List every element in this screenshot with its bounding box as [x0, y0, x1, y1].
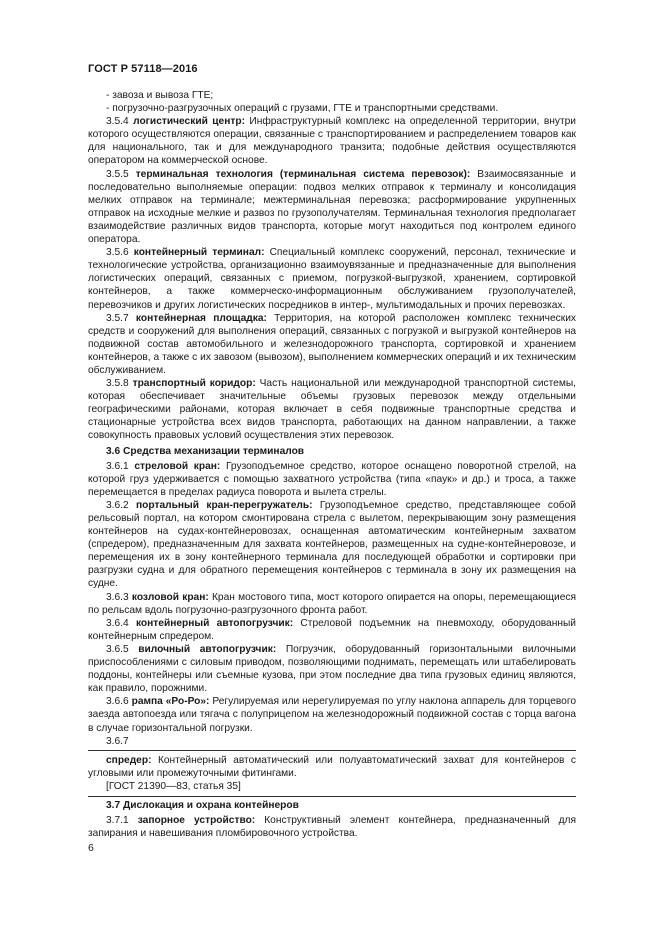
term-number: 3.5.7	[106, 312, 136, 324]
term-3-6-1	[88, 460, 576, 499]
term-title: контейнерная площадка:	[135, 312, 267, 324]
term-definition: Конструктивный элемент контейнера, предназначенный для запирания и навешивания пломбировочного устройства.	[88, 815, 576, 840]
term-3-6-6	[88, 695, 576, 734]
section-heading-3-6: 3.6 Средства механизации терминалов	[106, 445, 305, 457]
term-number: 3.6.4	[106, 617, 136, 629]
term-3-6-3	[88, 591, 576, 617]
term-3-6-5	[88, 643, 576, 695]
list-item: - завоза и вывоза ГТЕ;	[106, 90, 214, 101]
term-number: 3.5.5	[106, 168, 136, 180]
term-3-5-4	[88, 115, 576, 167]
term-definition: Грузоподъемное средство, которое оснащено поворотной стрелой, на которой груз удерживается с помощью захватного устройства (типа «паук» и др.) и троса, а также перемещается в пределах радиуса поворота и вылета стрелы.	[88, 460, 576, 498]
term-title: портальный кран-перегружатель:	[136, 499, 313, 511]
term-title: контейнерный автопогрузчик:	[135, 617, 294, 629]
term-title: вилочный автопогрузчик:	[138, 643, 277, 655]
cited-definition-box	[88, 750, 576, 797]
term-number: 3.5.6	[106, 247, 134, 259]
term-title: контейнерный терминал:	[133, 247, 265, 259]
term-definition: Специальный комплекс сооружений, персонал, технические и технологические устройства, организационно взаимоувязанные и предназначенные для выполнения логистических операций, связанных с приемом, погрузкой-выгрузкой, хранением, сортировкой контейнеров, а также коммерческо-информационным обслуживанием грузополучателей, перевозчиков и других логистических посредников в интер-, мультимодальных и прочих перевозках.	[88, 247, 576, 311]
term-definition: Погрузчик, оборудованный горизонтальными вилочными приспособлениями с силовым приводом, позволяющими поднимать, перемещать или штабелировать поддоны, контейнеры или съемные кузова, при этом последние два типа грузовых единиц являются, как правило, порожними.	[88, 643, 576, 695]
term-number: 3.6.2	[106, 499, 137, 511]
page-header: ГОСТ Р 57118—2016	[88, 63, 198, 75]
term-title: козловой кран:	[131, 591, 209, 603]
term-number: 3.5.4	[106, 116, 134, 128]
term-title: рампа «Ро-Ро»:	[131, 696, 210, 708]
term-number: 3.6.6	[106, 696, 132, 708]
term-3-7-1	[88, 814, 576, 840]
term-number: 3.7.1	[106, 815, 138, 827]
term-title: запорное устройство:	[137, 815, 256, 827]
term-number: 3.6.3	[106, 591, 132, 603]
page-number: 6	[88, 842, 94, 854]
term-3-5-7	[88, 312, 576, 377]
term-definition: Инфраструктурный комплекс на определенной территории, внутри которого осуществляются операции, связанные с транспортированием и распределением товаров как для национального, так и для международного транзита; подобные действия осуществляются оператором на коммерческой основе.	[88, 116, 576, 167]
source-reference: [ГОСТ 21390—83, статья 35]	[106, 780, 241, 792]
term-title: спредер:	[106, 754, 152, 766]
section-heading-3-7: 3.7 Дислокация и охрана контейнеров	[106, 799, 299, 811]
term-number: 3.6.5	[106, 643, 139, 655]
term-definition: Территория, на которой расположен комплекс технических средств и сооружений для выполнения операций, связанных с погрузкой и выгрузкой контейнеров на подвижной состав автомобильного и железнодорожного транспорта, сортировкой и хранением контейнеров, а также с их завозом (вывозом), выполнением коммерческих операций и их техническим обслуживанием.	[88, 312, 576, 376]
term-3-6-4	[88, 617, 576, 643]
term-3-5-8	[88, 377, 576, 442]
term-definition: Регулируемая или нерегулируемая по углу наклона аппарель для торцевого заезда автопоезда или тягача с полуприцепом на железнодорожный подвижной состав с торца вагона в случае горизонтальной погрузки.	[88, 696, 576, 734]
term-3-6-2	[88, 499, 576, 591]
term-number: 3.6.1	[106, 460, 135, 472]
term-title: стреловой кран:	[134, 460, 221, 472]
term-title: логистический центр:	[133, 116, 245, 128]
cited-definition	[88, 754, 576, 780]
term-title: терминальная технология (терминальная система перевозок):	[135, 168, 471, 180]
term-definition: Стреловой подъемник на пневмоходу, оборудованный контейнерным спредером.	[88, 617, 576, 642]
list-item: - погрузочно-разгрузочных операций с грузами, ГТЕ и транспортными средствами.	[106, 103, 499, 115]
term-definition: Кран мостового типа, мост которого опирается на опоры, перемещающиеся по рельсам вдоль погрузочно-разгрузочного фронта работ.	[88, 591, 577, 616]
term-definition: Контейнерный автоматический или полуавтоматический захват для контейнеров с угловыми или промежуточными фитингами.	[88, 754, 576, 779]
term-3-5-6	[88, 246, 576, 311]
term-3-5-5	[88, 168, 576, 247]
term-definition: Часть национальной или международной транспортной системы, которая обеспечивает значительные объемы грузовых перевозок между отдельными географическими районами, которая включает в себя подвижные транспортные средства и стационарные устройства всех видов транспорта, работающих на данном направлении, а также совокупность правовых условий осуществления этих перевозок.	[88, 378, 576, 442]
term-3-6-7-number: 3.6.7	[106, 735, 129, 747]
term-number: 3.5.8	[106, 378, 133, 390]
term-title: транспортный коридор:	[132, 378, 256, 390]
term-definition: Взаимосвязанные и последовательно выполняемые операции: подвоз мелких отправок к терминалу и консолидация мелких отправок на терминале; межтерминальная перевозка; расформирование укрупненных отправок на исходные мелкие и развоз по грузополучателям. Терминальная технология предполагает взаимодействие различных видов транспорта, которые могут находиться под контролем единого оператора.	[88, 168, 576, 246]
document-body	[88, 89, 576, 840]
term-definition: Грузоподъемное средство, представляющее собой рельсовый портал, на котором смонтирована стрела с вылетом, перекрывающим зону размещения контейнеров на судах-контейнеровозах, оснащенная автоматическим контейнерным захватом (спредером), предназначенным для захвата контейнеров, размещенных на судне-контейнеровозе, и перемещения их в зону контейнерного терминала для последующей обработки и сортировки при разгрузки судна и для обратного перемещения контейнеров с терминала в зону их размещения на судне.	[88, 499, 576, 590]
